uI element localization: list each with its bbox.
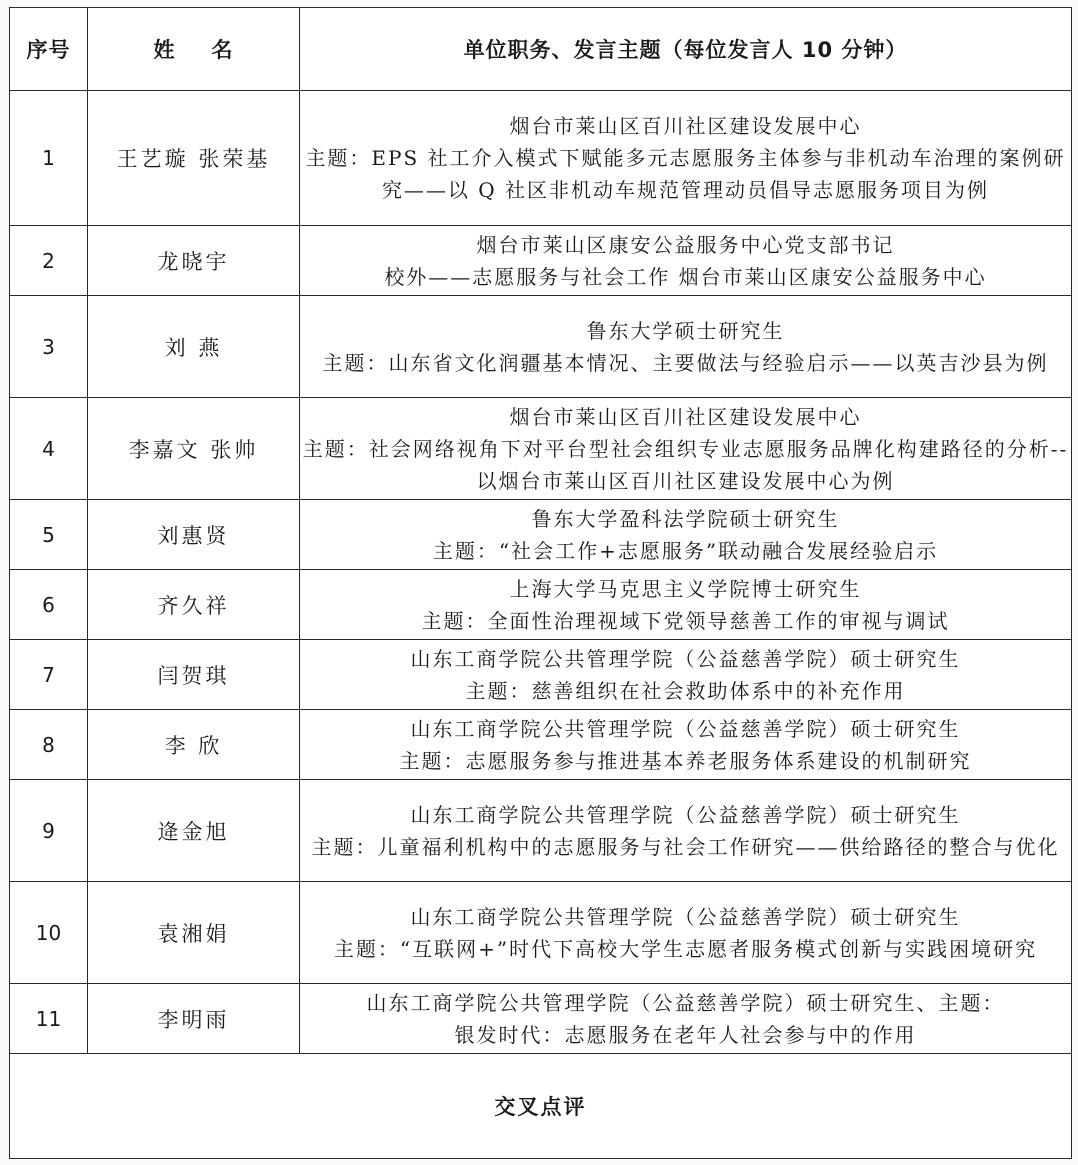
speaker-description (300, 91, 1072, 226)
speaker-affiliation: 烟台市莱山区百川社区建设发展中心 (509, 404, 862, 429)
speaker-affiliation: 山东工商学院公共管理学院（公益慈善学院）硕士研究生 (410, 802, 961, 827)
row-number: 5 (10, 500, 88, 570)
speaker-name: 齐久祥 (88, 570, 300, 640)
row-number: 11 (10, 984, 88, 1054)
speaker-name: 龙晓宇 (88, 226, 300, 296)
speaker-name: 刘 燕 (88, 296, 300, 398)
speaker-name: 李 欣 (88, 710, 300, 780)
table-row (10, 882, 1072, 984)
speaker-topic: 主题：“社会工作+志愿服务”联动融合发展经验启示 (432, 538, 939, 563)
speaker-name: 李嘉文 张帅 (88, 398, 300, 500)
speaker-affiliation: 烟台市莱山区百川社区建设发展中心 (509, 114, 862, 138)
table-row (10, 640, 1072, 710)
header-number: 序号 (10, 8, 88, 91)
table-header-row (10, 8, 1072, 91)
speaker-name: 闫贺琪 (88, 640, 300, 710)
row-number: 8 (10, 710, 88, 780)
speaker-description (300, 882, 1072, 984)
table-row (10, 226, 1072, 296)
table-row (10, 780, 1072, 882)
speaker-name: 王艺璇 张荣基 (88, 91, 300, 226)
speaker-name: 袁湘娟 (88, 882, 300, 984)
speaker-topic: 主题：儿童福利机构中的志愿服务与社会工作研究——供给路径的整合与优化 (311, 834, 1060, 859)
header-description: 单位职务、发言主题（每位发言人 10 分钟） (300, 8, 1072, 91)
speaker-affiliation: 山东工商学院公共管理学院（公益慈善学院）硕士研究生 (410, 904, 961, 929)
speaker-description (300, 780, 1072, 882)
speaker-topic: 主题：“互联网+”时代下高校大学生志愿者服务模式创新与实践困境研究 (333, 936, 1038, 961)
speaker-description (300, 226, 1072, 296)
speaker-name: 李明雨 (88, 984, 300, 1054)
row-number: 4 (10, 398, 88, 500)
footer-row (10, 1054, 1072, 1159)
speaker-topic: 校外——志愿服务与社会工作 烟台市莱山区康安公益服务中心 (384, 264, 987, 289)
row-number: 2 (10, 226, 88, 296)
speaker-description (300, 640, 1072, 710)
table-row (10, 91, 1072, 226)
speaker-description (300, 296, 1072, 398)
table-row (10, 296, 1072, 398)
speaker-affiliation: 山东工商学院公共管理学院（公益慈善学院）硕士研究生 (410, 646, 961, 671)
speaker-affiliation: 鲁东大学盈科法学院硕士研究生 (531, 506, 840, 531)
speaker-topic: 主题：EPS 社工介入模式下赋能多元志愿服务主体参与非机动车治理的案例研究——以 Q 社区非机动车规范管理动员倡导志愿服务项目为例 (305, 146, 1066, 202)
speaker-topic: 主题：志愿服务参与推进基本养老服务体系建设的机制研究 (399, 748, 972, 773)
speaker-description (300, 500, 1072, 570)
speaker-affiliation: 山东工商学院公共管理学院（公益慈善学院）硕士研究生、主题： (366, 990, 1005, 1015)
row-number: 6 (10, 570, 88, 640)
speaker-topic: 银发时代：志愿服务在老年人社会参与中的作用 (454, 1022, 917, 1047)
header-name-char-1: 姓 (153, 38, 176, 62)
speaker-affiliation: 山东工商学院公共管理学院（公益慈善学院）硕士研究生 (410, 716, 961, 741)
speaker-description (300, 984, 1072, 1054)
speaker-description (300, 710, 1072, 780)
speaker-affiliation: 鲁东大学硕士研究生 (586, 318, 785, 343)
table-row (10, 398, 1072, 500)
speaker-description (300, 570, 1072, 640)
speaker-description (300, 398, 1072, 500)
row-number: 1 (10, 91, 88, 226)
speaker-name: 逄金旭 (88, 780, 300, 882)
table-row (10, 710, 1072, 780)
row-number: 9 (10, 780, 88, 882)
cross-review-label: 交叉点评 (10, 1054, 1072, 1159)
table-row (10, 984, 1072, 1054)
header-name (88, 8, 300, 91)
speaker-schedule-table (9, 7, 1072, 1159)
speaker-affiliation: 烟台市莱山区康安公益服务中心党支部书记 (476, 232, 895, 257)
speaker-affiliation: 上海大学马克思主义学院博士研究生 (509, 576, 862, 601)
speaker-topic: 主题：社会网络视角下对平台型社会组织专业志愿服务品牌化构建路径的分析--以烟台市莱山区百川社区建设发展中心为例 (302, 436, 1069, 493)
table-row (10, 570, 1072, 640)
row-number: 7 (10, 640, 88, 710)
row-number: 10 (10, 882, 88, 984)
row-number: 3 (10, 296, 88, 398)
speaker-topic: 主题：全面性治理视域下党领导慈善工作的审视与调试 (421, 608, 950, 633)
speaker-topic: 主题：慈善组织在社会救助体系中的补充作用 (465, 678, 906, 703)
table-row (10, 500, 1072, 570)
speaker-name: 刘惠贤 (88, 500, 300, 570)
header-name-char-2: 名 (211, 38, 234, 62)
speaker-topic: 主题：山东省文化润疆基本情况、主要做法与经验启示——以英吉沙县为例 (322, 350, 1049, 375)
